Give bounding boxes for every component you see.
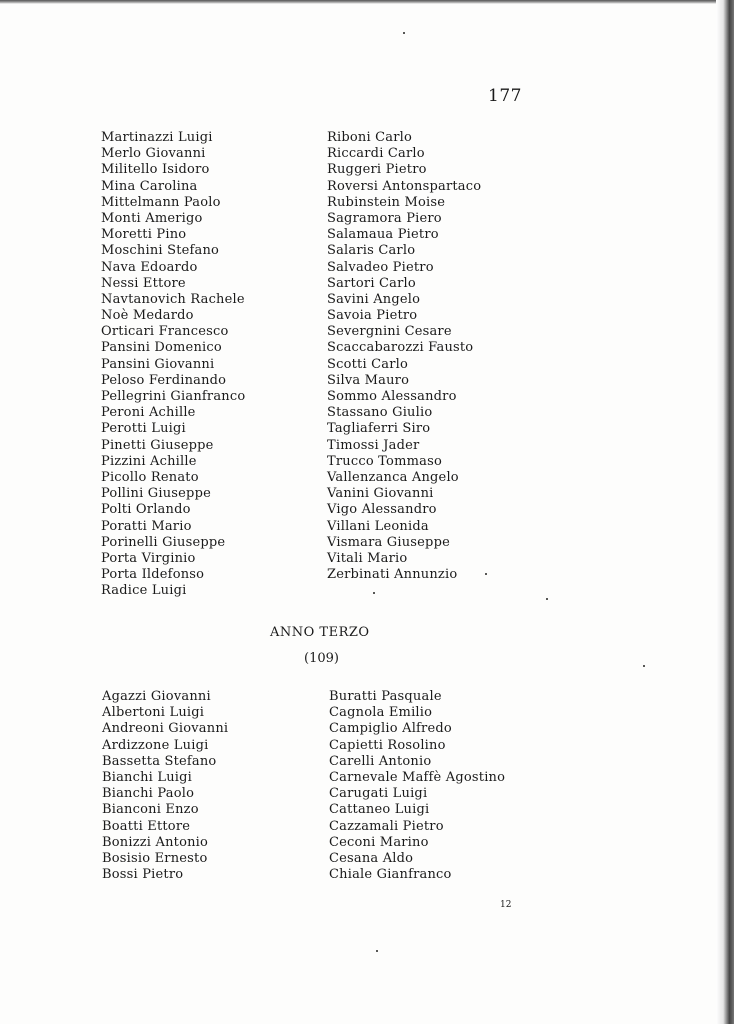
name-entry: Radice Luigi: [101, 583, 187, 599]
scan-speck: [376, 950, 378, 952]
name-entry: Polti Orlando: [101, 502, 191, 518]
scan-speck: [485, 573, 487, 575]
name-entry: Scaccabarozzi Fausto: [327, 340, 474, 356]
section-title: ANNO TERZO: [270, 625, 370, 640]
name-entry: Campiglio Alfredo: [329, 721, 452, 737]
name-entry: Navtanovich Rachele: [101, 291, 245, 307]
scan-speck: [643, 665, 645, 667]
name-entry: Sommo Alessandro: [327, 389, 457, 404]
name-entry: Cazzamali Pietro: [329, 818, 444, 834]
name-entry: Ardizzone Luigi: [102, 737, 209, 753]
name-entry: Agazzi Giovanni: [102, 689, 211, 704]
name-entry: Salamaua Pietro: [327, 227, 439, 243]
name-entry: Poratti Mario: [101, 518, 192, 534]
name-entry: Orticari Francesco: [101, 324, 229, 340]
name-entry: Tagliaferri Siro: [327, 421, 431, 437]
name-entry: Carugati Luigi: [329, 786, 428, 802]
name-entry: Cattaneo Luigi: [329, 802, 430, 818]
name-entry: Pansini Giovanni: [101, 356, 215, 372]
scan-speck: [546, 598, 548, 600]
signature-mark: 12: [500, 900, 512, 910]
name-entry: Militello Isidoro: [101, 162, 210, 178]
name-entry: Bassetta Stefano: [102, 753, 217, 769]
name-entry: Bianconi Enzo: [102, 802, 199, 818]
name-entry: Bossi Pietro: [102, 867, 184, 883]
name-entry: Salaris Carlo: [327, 243, 416, 259]
name-entry: Nessi Ettore: [101, 275, 186, 291]
names-list-right-section-two: [329, 689, 505, 883]
name-entry: Sartori Carlo: [327, 275, 416, 291]
name-entry: Carelli Antonio: [329, 753, 432, 769]
names-list-left: [101, 130, 245, 599]
name-entry: Mittelmann Paolo: [101, 194, 221, 210]
name-entry: Roversi Antonspartaco: [327, 178, 482, 194]
name-entry: Nava Edoardo: [101, 259, 198, 275]
name-entry: Andreoni Giovanni: [102, 721, 229, 737]
name-entry: Monti Amerigo: [101, 210, 203, 226]
name-entry: Savini Angelo: [327, 291, 421, 307]
name-entry: Bonizzi Antonio: [102, 834, 209, 850]
name-entry: Riboni Carlo: [327, 130, 413, 145]
name-entry: Boatti Ettore: [102, 818, 191, 834]
name-entry: Scotti Carlo: [327, 356, 409, 372]
name-entry: Trucco Tommaso: [327, 453, 442, 469]
name-entry: Merlo Giovanni: [101, 146, 206, 162]
name-entry: Silva Mauro: [327, 372, 410, 388]
name-entry: Mina Carolina: [101, 178, 198, 194]
name-entry: Moschini Stefano: [101, 243, 220, 259]
name-entry: Chiale Gianfranco: [329, 867, 452, 883]
name-entry: Rubinstein Moise: [327, 194, 446, 210]
name-entry: Carnevale Maffè Agostino: [329, 769, 506, 785]
name-entry: Bosisio Ernesto: [102, 850, 208, 866]
name-entry: Pizzini Achille: [101, 453, 197, 469]
name-entry: Picollo Renato: [101, 469, 199, 485]
name-entry: Timossi Jader: [327, 437, 420, 453]
name-entry: Vigo Alessandro: [327, 502, 437, 518]
scan-speck: [373, 592, 375, 594]
name-entry: Pinetti Giuseppe: [101, 437, 214, 453]
name-entry: Sagramora Piero: [327, 210, 442, 226]
name-entry: Ruggeri Pietro: [327, 162, 427, 178]
name-entry: Peloso Ferdinando: [101, 372, 227, 388]
page-number: 177: [488, 86, 522, 106]
name-entry: Savoia Pietro: [327, 308, 418, 324]
name-entry: Severgnini Cesare: [327, 324, 452, 340]
name-entry: Buratti Pasquale: [329, 689, 442, 704]
name-entry: Bianchi Luigi: [102, 769, 193, 785]
name-entry: Villani Leonida: [327, 518, 429, 534]
name-entry: Porta Ildefonso: [101, 567, 205, 583]
name-entry: Cagnola Emilio: [329, 705, 433, 721]
name-entry: Capietti Rosolino: [329, 737, 446, 753]
name-entry: Vallenzanca Angelo: [327, 469, 459, 485]
name-entry: Noè Medardo: [101, 308, 194, 324]
names-list-right: [327, 130, 481, 583]
name-entry: Pansini Domenico: [101, 340, 222, 356]
name-entry: Moretti Pino: [101, 227, 187, 243]
name-entry: Stassano Giulio: [327, 405, 433, 421]
name-entry: Albertoni Luigi: [102, 705, 205, 721]
name-entry: Vitali Mario: [327, 550, 408, 566]
name-entry: Ceconi Marino: [329, 834, 429, 850]
name-entry: Porinelli Giuseppe: [101, 534, 226, 550]
name-entry: Zerbinati Annunzio: [327, 567, 458, 583]
name-entry: Perotti Luigi: [101, 421, 186, 437]
name-entry: Cesana Aldo: [329, 850, 414, 866]
name-entry: Vanini Giovanni: [327, 486, 434, 502]
name-entry: Peroni Achille: [101, 405, 196, 421]
page-top-edge: [0, 0, 734, 4]
name-entry: Bianchi Paolo: [102, 786, 195, 802]
name-entry: Pellegrini Gianfranco: [101, 389, 246, 404]
names-list-left-section-two: [102, 689, 228, 883]
name-entry: Pollini Giuseppe: [101, 486, 211, 502]
name-entry: Riccardi Carlo: [327, 146, 425, 162]
section-count: (109): [304, 651, 339, 666]
name-entry: Vismara Giuseppe: [327, 534, 450, 550]
scan-speck: [403, 32, 405, 34]
page-binding-edge: [716, 0, 734, 1024]
name-entry: Salvadeo Pietro: [327, 259, 434, 275]
name-entry: Porta Virginio: [101, 550, 196, 566]
name-entry: Martinazzi Luigi: [101, 130, 213, 145]
